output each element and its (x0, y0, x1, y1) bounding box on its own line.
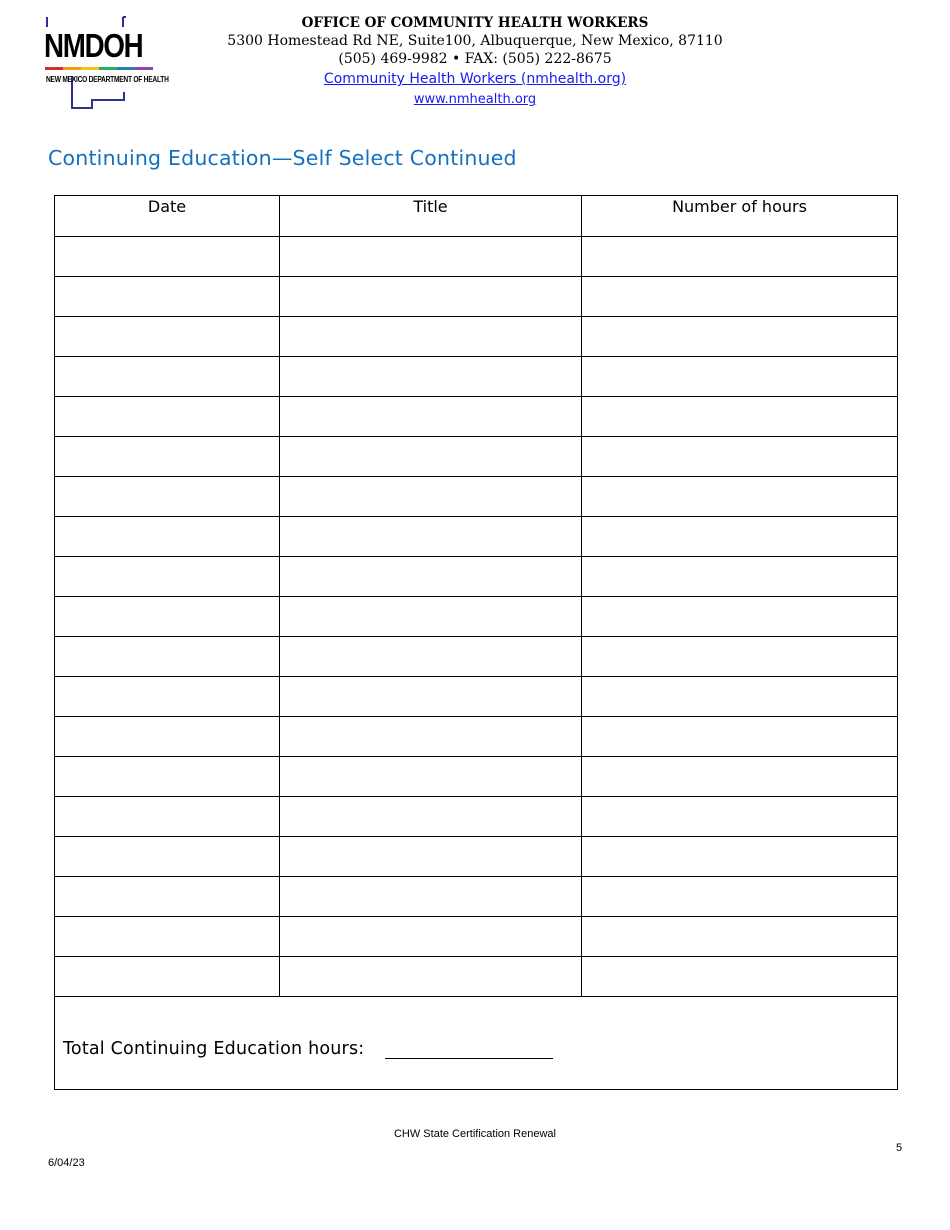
office-address: 5300 Homestead Rd NE, Suite100, Albuquerque, New Mexico, 87110 (227, 33, 723, 49)
hours-cell[interactable] (582, 637, 898, 677)
title-cell[interactable] (280, 237, 582, 277)
date-cell[interactable] (55, 677, 280, 717)
title-cell[interactable] (280, 797, 582, 837)
date-cell[interactable] (55, 917, 280, 957)
date-cell[interactable] (55, 957, 280, 997)
chw-link[interactable]: Community Health Workers (nmhealth.org) (323, 71, 627, 87)
hours-cell[interactable] (582, 437, 898, 477)
title-cell[interactable] (280, 957, 582, 997)
title-cell[interactable] (280, 477, 582, 517)
title-cell[interactable] (280, 837, 582, 877)
date-cell[interactable] (55, 357, 280, 397)
hours-cell[interactable] (582, 797, 898, 837)
table-row (55, 837, 898, 877)
date-cell[interactable] (55, 277, 280, 317)
date-cell[interactable] (55, 237, 280, 277)
table-row (55, 237, 898, 277)
date-cell[interactable] (55, 837, 280, 877)
title-cell[interactable] (280, 717, 582, 757)
title-cell[interactable] (280, 277, 582, 317)
office-phone-fax: (505) 469-9982 • FAX: (505) 222-8675 (338, 51, 612, 67)
hours-cell[interactable] (582, 397, 898, 437)
logo-wordmark: NMDOH (44, 27, 143, 64)
education-log-table (54, 195, 898, 1090)
date-cell[interactable] (55, 717, 280, 757)
footer-title: CHW State Certification Renewal (393, 1128, 556, 1140)
title-cell[interactable] (280, 357, 582, 397)
logo-subtitle: NEW MEXICO DEPARTMENT OF HEALTH (46, 75, 169, 84)
hours-cell[interactable] (582, 917, 898, 957)
table-row (55, 797, 898, 837)
table-row (55, 917, 898, 957)
hours-cell[interactable] (582, 277, 898, 317)
title-cell[interactable] (280, 397, 582, 437)
table-row (55, 677, 898, 717)
title-cell[interactable] (280, 317, 582, 357)
hours-cell[interactable] (582, 557, 898, 597)
hours-cell[interactable] (582, 597, 898, 637)
table-row (55, 277, 898, 317)
header-hours: Number of hours (582, 196, 898, 237)
date-cell[interactable] (55, 557, 280, 597)
date-cell[interactable] (55, 877, 280, 917)
header-date: Date (55, 196, 280, 237)
date-cell[interactable] (55, 797, 280, 837)
total-row (55, 997, 898, 1090)
title-cell[interactable] (280, 597, 582, 637)
logo-stripe (45, 67, 63, 70)
table-row (55, 397, 898, 437)
table-row (55, 437, 898, 477)
table-row (55, 477, 898, 517)
date-cell[interactable] (55, 477, 280, 517)
title-cell[interactable] (280, 677, 582, 717)
table-row (55, 637, 898, 677)
title-cell[interactable] (280, 557, 582, 597)
date-cell[interactable] (55, 517, 280, 557)
hours-cell[interactable] (582, 517, 898, 557)
page-number: 5 (896, 1142, 903, 1154)
logo-stripe (135, 67, 153, 70)
section-title: Continuing Education—Self Select Continued (48, 146, 517, 170)
hours-cell[interactable] (582, 237, 898, 277)
date-cell[interactable] (55, 757, 280, 797)
title-cell[interactable] (280, 917, 582, 957)
website-link[interactable]: www.nmhealth.org (413, 92, 537, 107)
header-title: Title (280, 196, 582, 237)
title-cell[interactable] (280, 757, 582, 797)
nmdoh-logo (40, 14, 169, 112)
title-cell[interactable] (280, 517, 582, 557)
date-cell[interactable] (55, 397, 280, 437)
table-row (55, 357, 898, 397)
office-header (185, 14, 765, 109)
hours-cell[interactable] (582, 757, 898, 797)
hours-cell[interactable] (582, 717, 898, 757)
table-row (55, 517, 898, 557)
table-header-row (55, 196, 898, 237)
total-hours-field[interactable] (385, 1058, 553, 1059)
table-row (55, 877, 898, 917)
title-cell[interactable] (280, 637, 582, 677)
hours-cell[interactable] (582, 477, 898, 517)
hours-cell[interactable] (582, 957, 898, 997)
table-row (55, 717, 898, 757)
footer-date: 6/04/23 (48, 1157, 85, 1169)
total-cell (55, 997, 898, 1090)
logo-stripe (63, 67, 81, 70)
logo-stripe (81, 67, 99, 70)
table-row (55, 757, 898, 797)
table-row (55, 597, 898, 637)
logo-stripe (99, 67, 117, 70)
date-cell[interactable] (55, 637, 280, 677)
hours-cell[interactable] (582, 317, 898, 357)
table-row (55, 317, 898, 357)
hours-cell[interactable] (582, 837, 898, 877)
hours-cell[interactable] (582, 357, 898, 397)
title-cell[interactable] (280, 437, 582, 477)
hours-cell[interactable] (582, 677, 898, 717)
date-cell[interactable] (55, 317, 280, 357)
table-row (55, 957, 898, 997)
date-cell[interactable] (55, 437, 280, 477)
logo-stripe (117, 67, 135, 70)
total-label: Total Continuing Education hours: (63, 1039, 365, 1059)
date-cell[interactable] (55, 597, 280, 637)
table-row (55, 557, 898, 597)
hours-cell[interactable] (582, 877, 898, 917)
title-cell[interactable] (280, 877, 582, 917)
office-title: OFFICE OF COMMUNITY HEALTH WORKERS (301, 15, 649, 31)
